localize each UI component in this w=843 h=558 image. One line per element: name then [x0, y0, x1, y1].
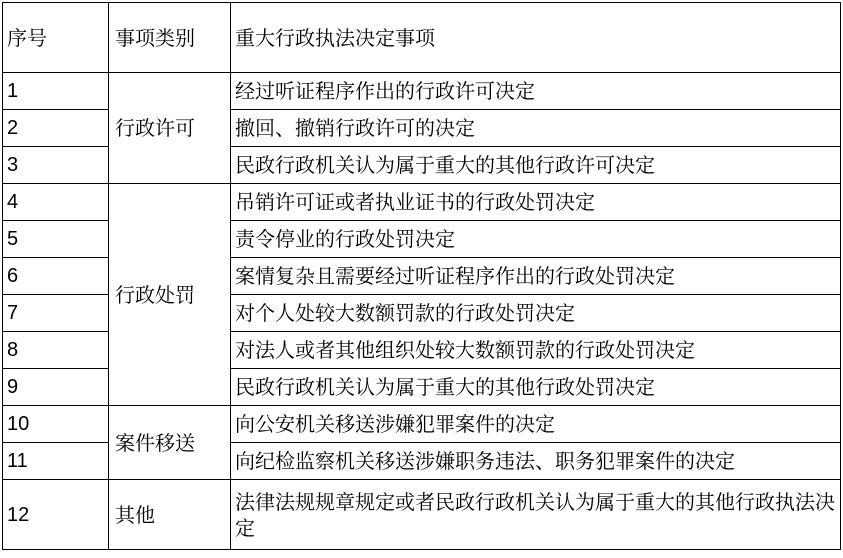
- row-number: 3: [3, 147, 109, 184]
- row-number: 8: [3, 332, 109, 369]
- decision-matter: 责令停业的行政处罚决定: [231, 221, 841, 258]
- major-enforcement-decisions-table: [2, 2, 841, 550]
- header-decision-matter: 重大行政执法决定事项: [231, 3, 841, 73]
- row-number: 9: [3, 369, 109, 406]
- header-category: 事项类别: [109, 3, 231, 73]
- decision-matter: 向纪检监察机关移送涉嫌职务违法、职务犯罪案件的决定: [231, 443, 841, 480]
- row-number: 10: [3, 406, 109, 443]
- decision-matter: 案情复杂且需要经过听证程序作出的行政处罚决定: [231, 258, 841, 295]
- decision-matter: 民政行政机关认为属于重大的其他行政处罚决定: [231, 369, 841, 406]
- header-serial-number: 序号: [3, 3, 109, 73]
- category-other: 其他: [109, 480, 231, 550]
- row-number: 11: [3, 443, 109, 480]
- row-number: 6: [3, 258, 109, 295]
- table-row: [3, 406, 841, 443]
- category-administrative-license: 行政许可: [109, 73, 231, 184]
- table-header-row: [3, 3, 841, 73]
- row-number: 2: [3, 110, 109, 147]
- row-number: 1: [3, 73, 109, 110]
- row-number: 4: [3, 184, 109, 221]
- decision-matter: 撤回、撤销行政许可的决定: [231, 110, 841, 147]
- decision-matter: 吊销许可证或者执业证书的行政处罚决定: [231, 184, 841, 221]
- decision-matter: 对个人处较大数额罚款的行政处罚决定: [231, 295, 841, 332]
- row-number: 7: [3, 295, 109, 332]
- row-number: 5: [3, 221, 109, 258]
- table-row: [3, 480, 841, 550]
- decision-matter: 法律法规规章规定或者民政行政机关认为属于重大的其他行政执法决定: [231, 480, 841, 550]
- decision-matter: 向公安机关移送涉嫌犯罪案件的决定: [231, 406, 841, 443]
- decision-matter: 经过听证程序作出的行政许可决定: [231, 73, 841, 110]
- decision-matter: 对法人或者其他组织处较大数额罚款的行政处罚决定: [231, 332, 841, 369]
- decision-matter: 民政行政机关认为属于重大的其他行政许可决定: [231, 147, 841, 184]
- row-number: 12: [3, 480, 109, 550]
- category-case-transfer: 案件移送: [109, 406, 231, 480]
- table-row: [3, 184, 841, 221]
- category-administrative-penalty: 行政处罚: [109, 184, 231, 406]
- table-row: [3, 73, 841, 110]
